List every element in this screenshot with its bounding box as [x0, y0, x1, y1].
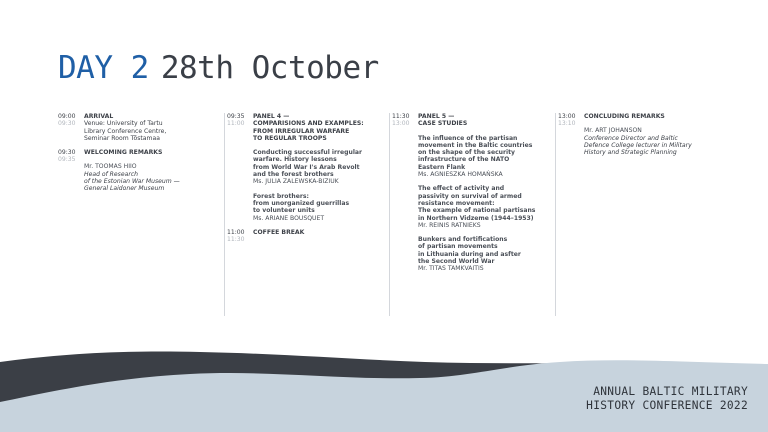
- panel-title: PANEL 4 — COMPARISIONS AND EXAMPLES: FROM IRREGULAR WARFARE TO REGULAR TROOPS: [253, 113, 364, 142]
- slot-times: [227, 229, 251, 244]
- slot-coffee-break: [227, 228, 377, 244]
- slot-times: [227, 113, 251, 128]
- schedule-column-2: [224, 113, 377, 316]
- start-time: 13:00: [558, 113, 576, 120]
- date-label: 28th October: [160, 50, 379, 86]
- speaker-role: History and Strategic Planning: [584, 149, 677, 157]
- start-time: 09:30: [58, 149, 76, 157]
- slot-panel-4: [227, 113, 377, 222]
- speaker-role: Head of Research: [84, 170, 139, 178]
- talk-title: The effect of activity and passivity on survival of armed resistance movement: The example of national partisans in Northern Vidzeme (1944–1953): [418, 185, 536, 222]
- end-time: 11:00: [227, 120, 245, 128]
- start-time: 09:00: [58, 113, 76, 120]
- speaker-name: Mr. REINIS RATNIEKS: [418, 221, 481, 229]
- speaker-role: General Laidoner Museum: [84, 185, 165, 193]
- speaker-role: of the Estonian War Museum —: [84, 178, 180, 186]
- start-time: 11:30: [392, 113, 410, 120]
- talk-title: Conducting successful irregular warfare. History lessons from World War I's Arab Revolt and the forest brothers: [253, 149, 363, 179]
- speaker-name: Ms. JULIA ZALEWSKA-BIZIUK: [253, 178, 339, 186]
- day-label: DAY 2: [58, 50, 149, 86]
- end-time: 13:00: [392, 120, 410, 128]
- talk-title: Forest brothers: from unorganized guerrillas to volunteer units: [253, 192, 350, 215]
- schedule-column-1: [58, 113, 208, 316]
- end-time: 13:10: [558, 120, 576, 128]
- speaker-name: Mr. TOOMAS HIIO: [84, 163, 137, 171]
- slot-times: [58, 113, 82, 128]
- slot-title: CONCLUDING REMARKS: [584, 113, 665, 120]
- speaker-name: Mr. TITAS TAMKVAITIS: [418, 265, 484, 273]
- speaker-name: Ms. ARIANE BOUSQUET: [253, 214, 325, 222]
- slot-times: [392, 113, 416, 128]
- slot-concluding-remarks: [558, 113, 708, 156]
- conference-name: ANNUAL BALTIC MILITARY HISTORY CONFERENCE 2022: [586, 385, 748, 412]
- start-time: 09:35: [227, 113, 245, 120]
- panel-title: PANEL 5 — CASE STUDIES: [418, 113, 468, 128]
- page-title: [58, 48, 379, 88]
- talk-title: The influence of the partisan movement in the Baltic countries on the shape of the security infrastructure of the NATO Eastern Flank: [418, 134, 533, 171]
- slot-welcoming-remarks: [58, 149, 208, 192]
- venue-line: Seminar Room Tõstamaa: [84, 134, 160, 142]
- slot-arrival: [58, 113, 208, 142]
- slot-times: [558, 113, 582, 128]
- start-time: 11:00: [227, 228, 245, 236]
- speaker-role: Defence College lecturer in Military: [584, 141, 692, 149]
- venue-line: Venue: University of Tartu: [84, 120, 163, 128]
- slot-times: [58, 149, 82, 164]
- slot-title: ARRIVAL: [84, 113, 114, 120]
- speaker-role: Conference Director and Baltic: [584, 134, 678, 142]
- talk-title: Bunkers and fortifications of partisan movements in Lithuania during and asfter the Second World War: [418, 236, 521, 266]
- slot-title: WELCOMING REMARKS: [84, 149, 163, 157]
- speaker-name: Mr. ART JOHANSON: [584, 127, 642, 135]
- end-time: 09:35: [58, 156, 76, 164]
- end-time: 11:30: [227, 236, 245, 244]
- slot-panel-5: [392, 113, 542, 273]
- venue-line: Library Conference Centre,: [84, 127, 167, 135]
- end-time: 09:30: [58, 120, 76, 128]
- schedule-column-3: [389, 113, 542, 316]
- slot-title: COFFEE BREAK: [253, 228, 305, 236]
- speaker-name: Ms. AGNIESZKA HOMAŃSKA: [418, 171, 503, 179]
- schedule-column-4: [555, 113, 708, 316]
